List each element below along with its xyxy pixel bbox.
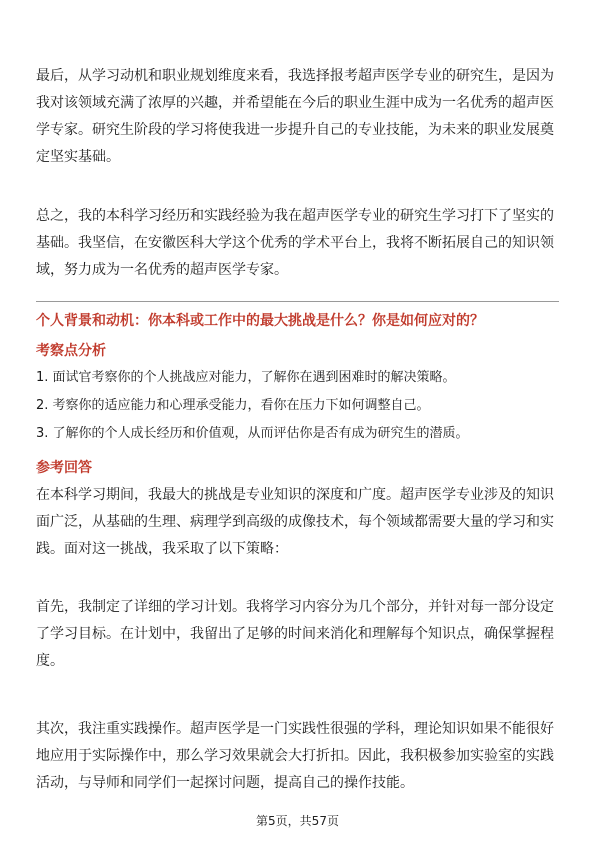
paragraph-career-motivation: 最后，从学习动机和职业规划维度来看，我选择报考超声医学专业的研究生，是因为我对该领域充满了浓厚的兴趣，并希望能在今后的职业生涯中成为一名优秀的超声医学专家。研究生阶段的学习将使我进一步提升自己的专业技能，为未来的职业发展奠定坚实基础。 bbox=[36, 68, 554, 165]
analysis-item: 1. 面试官考察你的个人挑战应对能力，了解你在遇到困难时的解决策略。 bbox=[36, 370, 456, 385]
analysis-heading: 考察点分析 bbox=[36, 343, 106, 359]
question-title: 个人背景和动机：你本科或工作中的最大挑战是什么？你是如何应对的？ bbox=[36, 313, 484, 329]
section-divider bbox=[36, 301, 559, 302]
paragraph-conclusion: 总之，我的本科学习经历和实践经验为我在超声医学专业的研究生学习打下了坚实的基础。我坚信，在安徽医科大学这个优秀的学术平台上，我将不断拓展自己的知识领域，努力成为一名优秀的超声医学专家。 bbox=[36, 208, 554, 278]
answer-heading: 参考回答 bbox=[36, 460, 92, 476]
answer-paragraph-intro: 在本科学习期间，我最大的挑战是专业知识的深度和广度。超声医学专业涉及的知识面广泛，从基础的生理、病理学到高级的成像技术，每个领域都需要大量的学习和实践。面对这一挑战，我采取了以下策略： bbox=[36, 487, 554, 557]
analysis-item: 3. 了解你的个人成长经历和价值观，从而评估你是否有成为研究生的潜质。 bbox=[36, 426, 469, 441]
answer-paragraph-plan: 首先，我制定了详细的学习计划。我将学习内容分为几个部分，并针对每一部分设定了学习目标。在计划中，我留出了足够的时间来消化和理解每个知识点，确保掌握程度。 bbox=[36, 599, 554, 669]
answer-paragraph-practice: 其次，我注重实践操作。超声医学是一门实践性很强的学科，理论知识如果不能很好地应用于实际操作中，那么学习效果就会大打折扣。因此，我积极参加实验室的实践活动，与导师和同学们一起探讨问题，提高自己的操作技能。 bbox=[36, 721, 554, 791]
analysis-item: 2. 考察你的适应能力和心理承受能力，看你在压力下如何调整自己。 bbox=[36, 398, 430, 413]
page-number: 第5页，共57页 bbox=[256, 814, 339, 828]
